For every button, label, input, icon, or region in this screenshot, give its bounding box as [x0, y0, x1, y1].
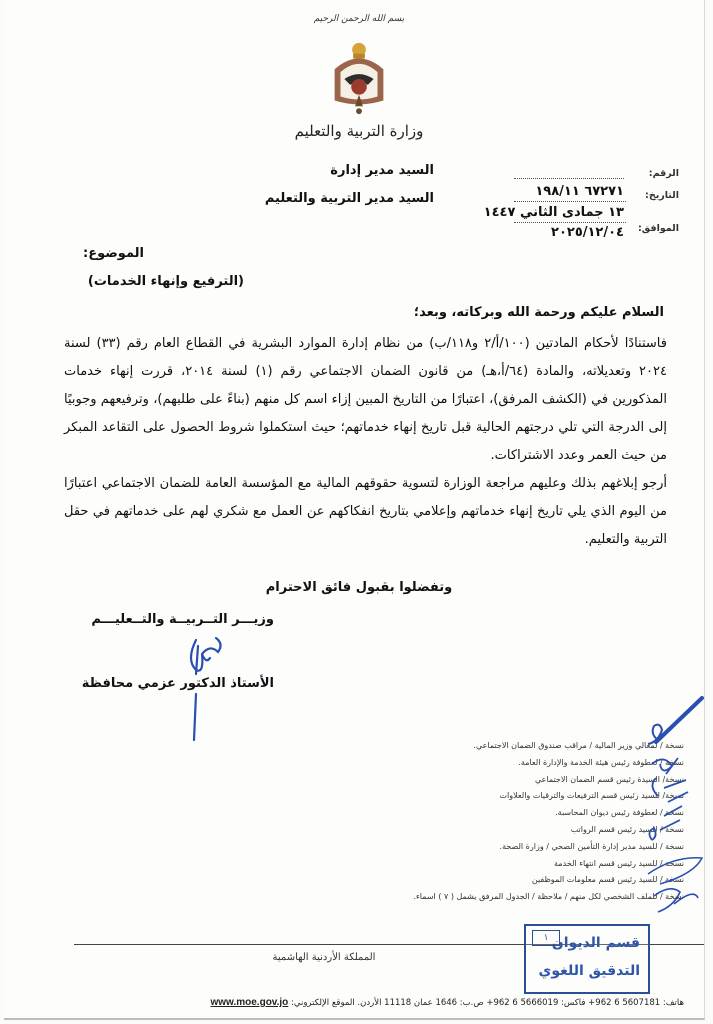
handwritten-annotations-icon	[644, 690, 707, 920]
stamp-number: ١	[532, 930, 560, 946]
date-label: التاريخ:	[645, 190, 679, 201]
stamp-line-2: التدقيق اللغوي	[538, 963, 640, 979]
hijri-date: ١٣ جمادى الثاني ١٤٤٧	[483, 205, 624, 220]
fax-number: +962 6 5666019	[486, 998, 559, 1008]
closing-phrase: وتفضلوا بقبول فائق الاحترام	[265, 580, 453, 595]
copy-item: نسخة / للسيد مدير إدارة التأمين الصحي / وزارة الصحة.	[499, 841, 684, 851]
minister-title: وزيـــر التــربيــة والتــعليـــم	[91, 612, 274, 627]
reference-number: ٦٧٢٧١ ١٩٨/١١	[535, 184, 624, 199]
letter-body	[64, 330, 667, 554]
number-dotted-line	[514, 178, 624, 179]
corresponding-dotted-line	[514, 222, 626, 223]
letter-page	[4, 0, 705, 1020]
stamp-line-1: قسم الديوان	[551, 935, 640, 951]
footer-kingdom: المملكة الأردنية الهاشمية	[272, 952, 376, 963]
copies-list	[334, 738, 684, 906]
fax-label: فاكس:	[561, 998, 586, 1008]
phone-label: هاتف:	[662, 998, 684, 1008]
po-box: ص.ب: 1646 عمان 11118 الأردن.	[357, 998, 484, 1008]
website-label: الموقع الإلكتروني:	[291, 998, 355, 1008]
paragraph-2: أرجو إبلاغهم بذلك وعليهم مراجعة الوزارة لتسوية حقوقهم المالية مع المؤسسة العامة للضمان الاجتماعي اعتبارًا من اليوم الذي يلي تاريخ إنهاء خدماتهم وإعلامي بتاريخ انفكاكهم عن العمل مع شكري لهم على خدماتهم في حقل التربية والتعليم.	[64, 476, 667, 547]
copy-item: نسخة / للسيد رئيس قسم انتهاء الخدمة	[554, 858, 684, 868]
subject-label: الموضوع:	[83, 246, 144, 261]
number-label: الرقم:	[648, 168, 679, 179]
paragraph-1: فاستنادًا لأحكام المادتين (١٠٠/أ/٢ و١١٨/ب) من نظام إدارة الموارد البشرية في القطاع العام رقم (٣٣) لسنة ٢٠٢٤ وتعديلاته، والمادة (٦٤/أ،هـ) من قانون الضمان الاجتماعي رقم (١) لسنة ٢٠١٤، قررت إنهاء خدمات المذكورين في (الكشف المرفق)، اعتبارًا من التاريخ المبين إزاء اسم كل منهم (بناءً على طلبهم)، وترفيعهم وجوبيًا إلى الدرجة التي تلي درجتهم الحالية قبل تاريخ إنهاء خدماتهم؛ حيث استكملوا شروط الحصول على التقاعد المبكر من حيث العمر وعدد الاشتراكات.	[64, 336, 667, 463]
copy-item: نسخة / لمعالي وزير المالية / مراقب صندوق الضمان الاجتماعي.	[473, 741, 684, 750]
copy-item: نسخة / للسيد رئيس قسم معلومات الموظفين	[531, 875, 684, 885]
website-link[interactable]: www.moe.gov.jo	[210, 997, 289, 1008]
footer-contact	[64, 996, 684, 1010]
copy-item: نسخة / للسيد رئيس قسم الرواتب	[570, 824, 684, 834]
corresponding-label: الموافق:	[638, 223, 679, 234]
phone-number: +962 6 5607181	[588, 998, 661, 1008]
copy-item: نسخة / للملف الشخصي لكل منهم / ملاحظة / الجدول المرفق يشمل ( ٧ ) اسماء.	[413, 892, 684, 902]
ministry-name: وزارة التربية والتعليم	[294, 122, 424, 140]
signer-name: الأستاذ الدكتور عزمي محافظة	[81, 676, 274, 691]
copy-item: نسخة / لعطوفة رئيس ديوان المحاسبة.	[555, 808, 684, 818]
date-dotted-line	[514, 201, 626, 202]
basmala: بسم الله الرحمن الرحيم	[313, 14, 405, 24]
copy-item: نسخة/ السيدة رئيس قسم الضمان الاجتماعي	[535, 774, 684, 784]
jordan-coat-of-arms-icon	[324, 40, 394, 118]
gregorian-date: ٢٠٢٥/١٢/٠٤	[551, 225, 624, 240]
addressee-line-1: السيد مدير إدارة	[330, 163, 434, 178]
copy-item: نسخة/ للسيد رئيس قسم الترفيعات والترقيات والعلاوات	[499, 791, 684, 801]
addressee-line-2: السيد مدير التربية والتعليم	[264, 191, 434, 206]
greeting: السلام عليكم ورحمة الله وبركاته، وبعد؛	[413, 305, 664, 320]
copy-item: نسخة / لعطوفة رئيس هيئة الخدمة والإدارة العامة.	[518, 757, 684, 767]
subject-title: (الترفيع وإنهاء الخدمات)	[87, 274, 244, 289]
review-stamp	[524, 924, 650, 994]
